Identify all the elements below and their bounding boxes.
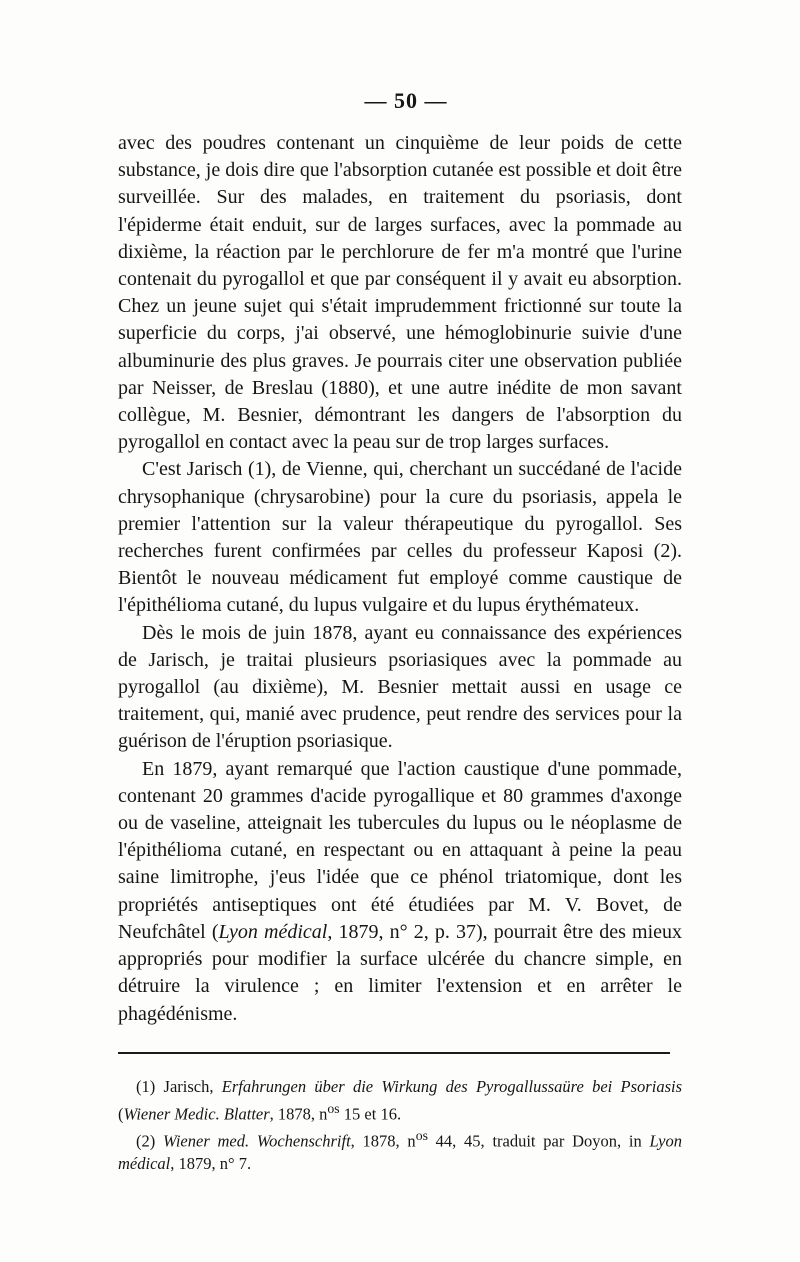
body-text — [118, 130, 682, 1028]
footnote-2-journal: Wiener med. Wochenschrift — [163, 1131, 351, 1151]
footnote-1-journal: Wiener Medic. Blatter — [123, 1104, 270, 1124]
footnote-1-sup: os — [327, 1100, 340, 1116]
footnote-1-author: (1) Jarisch, — [136, 1076, 222, 1096]
footnote-2-year: , 1878, n — [350, 1131, 416, 1151]
footnote-1-title: Erfahrungen über die Wirkung des Pyrogallussaüre bei Psoriasis — [221, 1076, 682, 1096]
footnote-2-marker: (2) — [136, 1131, 163, 1151]
footnote-2-sup: os — [415, 1128, 428, 1144]
paragraph-4 — [118, 756, 682, 1028]
footnote-1-paren: ( — [118, 1104, 124, 1124]
footnote-2-ref: , 1879, n° 7. — [170, 1153, 252, 1173]
journal-title-lyon-medical: Lyon médical — [218, 920, 328, 943]
footnote-2-issues: 44, 45, traduit par Doyon, in — [427, 1131, 650, 1151]
footnote-1 — [118, 1076, 682, 1126]
paragraph-1: avec des poudres contenant un cinquième de leur poids de cette substance, je dois dire que l'absorption cutanée est possible et doit être surveillée. Sur des malades, en traitement du psoriasis, dont l'épiderme était enduit, sur de larges surfaces, avec la pommade au dixième, la réaction par le perchlorure de fer m'a montré que l'urine contenait du pyrogallol et que par conséquent il y avait eu absorption. Chez un jeune sujet qui s'était imprudemment frictionné sur toute la superficie du corps, j'ai observé, une hémoglobinurie suivie d'une albuminurie des plus graves. Je pourrais citer une observation publiée par Neisser, de Breslau (1880), et une autre inédite de mon savant collègue, M. Besnier, démontrant les dangers de l'absorption du pyrogallol en contact avec la peau sur de trop larges surfaces. — [118, 132, 682, 454]
footnote-2-lyon-medical: Lyon médical — [118, 1131, 682, 1173]
footnotes — [118, 1076, 682, 1175]
page-number: — 50 — — [364, 88, 448, 113]
paragraph-2: C'est Jarisch (1), de Vienne, qui, cherchant un succédané de l'acide chrysophanique (chrysarobine) pour la cure du psoriasis, appela le premier l'attention sur la valeur thérapeutique du pyrogallol. Ses recherches furent confirmées par celles du professeur Kaposi (2). Bientôt le nouveau médicament fut employé comme caustique de l'épithélioma cutané, du lupus vulgaire et du lupus érythémateux. — [118, 458, 682, 617]
paragraph-3: Dès le mois de juin 1878, ayant eu connaissance des expériences de Jarisch, je traitai plusieurs psoriasiques avec la pommade au pyrogallol (au dixième), M. Besnier mettait aussi en usage ce traitement, qui, manié avec prudence, peut rendre des services pour la guérison de l'éruption psoriasique. — [118, 621, 682, 753]
paragraph-4-text-b: , 1879, n° 2, p. 37), pourrait être des mieux appropriés pour modifier la surface ulcérée du chancre simple, en détruire la virulence ; en limiter l'extension et en arrêter le phagédénisme. — [118, 920, 683, 1025]
footnote-divider — [118, 1052, 670, 1054]
paragraph-4-text-a: En 1879, ayant remarqué que l'action caustique d'une pommade, contenant 20 grammes d'acide pyrogallique et 80 grammes d'axonge ou de vaseline, atteignait les tubercules du lupus ou le néoplasme de l'épithélioma cutané, en respectant ou en attaquant à peine la peau saine limitrophe, j'eus l'idée que ce phénol triatomique, dont les propriétés antiseptiques ont été étudiées par M. V. Bovet, de Neufchâtel ( — [118, 757, 682, 943]
footnote-1-issues: 15 et 16. — [339, 1104, 402, 1124]
footnote-2 — [118, 1125, 682, 1175]
footnote-1-year: , 1878, n — [269, 1104, 328, 1124]
